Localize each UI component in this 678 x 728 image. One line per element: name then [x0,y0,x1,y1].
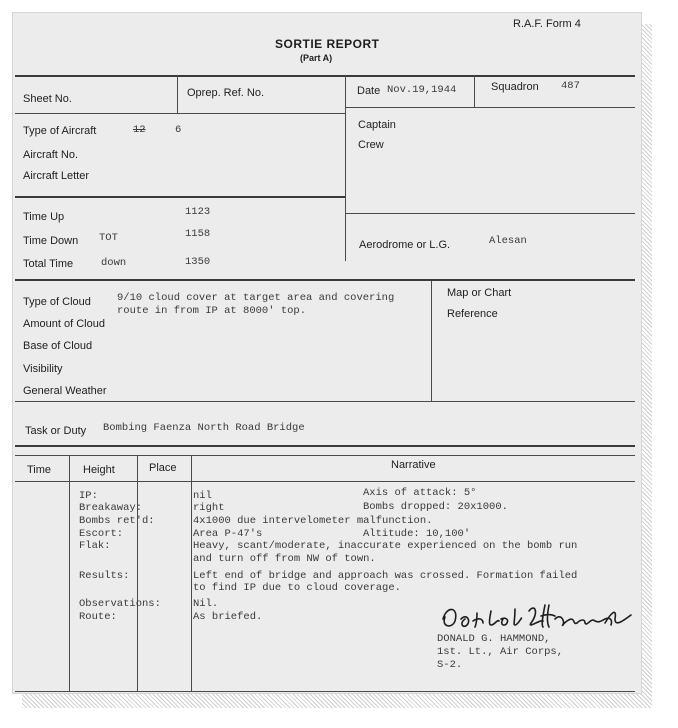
rule-aircraft-block [15,196,345,198]
row-extra: Altitude: 10,100' [363,528,471,540]
row-key: Observations: [79,598,161,610]
captain-label: Captain [358,119,396,131]
form-subtitle: (Part A) [300,53,333,63]
squadron-label: Squadron [491,81,539,93]
row-extra: Axis of attack: 5° [363,487,477,499]
row-text: As briefed. [193,611,263,623]
row-key: Escort: [79,528,124,540]
divider-date [474,75,475,107]
time-down-label: Time Down [23,235,79,247]
rule-table-top [15,455,635,456]
date-value: Nov.19,1944 [387,84,457,96]
oprep-ref-label: Oprep. Ref. No. [187,87,265,99]
divider-sheet [177,75,178,113]
rule-sheet-row [15,113,345,114]
divider-center-top [345,75,346,261]
row-text: right [193,502,225,514]
rule-weather-bottom [15,401,635,402]
rule-weather-top [15,279,635,281]
row-key: Flak: [79,540,111,552]
sheet-no-label: Sheet No. [23,93,72,105]
date-label: Date [357,85,381,97]
row-key: IP: [79,490,98,502]
cloud-base-label: Base of Cloud [23,340,93,352]
form-number: R.A.F. Form 4 [513,18,581,30]
squadron-value: 487 [561,80,580,92]
col-divider-height [137,455,138,691]
rule-date-row [345,107,635,108]
time-up-value: 1123 [185,206,211,218]
row-text: Left end of bridge and approach was crossed. Formation failed [193,570,578,582]
task-label: Task or Duty [25,425,87,437]
col-divider-place [191,455,192,691]
reference-label: Reference [447,308,498,320]
total-time-note: down [101,257,127,269]
col-divider-time [69,455,70,691]
row-key: Route: [79,611,117,623]
weather-line-1: 9/10 cloud cover at target area and covering [117,292,395,304]
general-weather-label: General Weather [23,385,107,397]
row-text: and turn off from NW of town. [193,553,376,565]
aircraft-letter-label: Aircraft Letter [23,170,90,182]
row-key: Results: [79,570,130,582]
total-time-label: Total Time [23,258,74,270]
rule-table-header [15,481,635,482]
map-chart-label: Map or Chart [447,287,512,299]
time-up-label: Time Up [23,211,65,223]
col-header-place: Place [149,462,177,474]
form-title: SORTIE REPORT [275,37,380,51]
rule-top [15,75,635,77]
row-key: Bombs ret'd: [79,515,155,527]
rule-table-bottom [15,691,635,692]
aircraft-type-value: 6 [175,124,182,136]
divider-map [431,281,432,401]
signature-rank: 1st. Lt., Air Corps, [437,646,564,658]
visibility-label: Visibility [23,363,63,375]
cloud-amount-label: Amount of Cloud [23,318,105,330]
time-down-note: TOT [99,232,118,244]
col-header-narrative: Narrative [391,459,436,471]
time-down-value: 1158 [185,228,211,240]
weather-line-2: route in from IP at 8000' top. [117,305,307,317]
row-text: nil [193,490,212,502]
signature-role: S-2. [437,659,463,671]
col-header-time: Time [27,464,52,476]
rule-crew-block [345,213,635,214]
handwritten-signature [437,601,637,635]
row-text: Nil. [193,598,219,610]
rule-task-bottom [15,445,635,447]
total-time-value: 1350 [185,256,211,268]
aerodrome-label: Aerodrome or L.G. [359,239,451,251]
aircraft-type-struck: 12 [133,124,146,136]
col-header-height: Height [83,464,115,476]
task-value: Bombing Faenza North Road Bridge [103,422,305,434]
crew-label: Crew [358,139,384,151]
sortie-report-form [12,12,642,694]
row-text: Area P-47's [193,528,263,540]
aerodrome-value: Alesan [489,235,527,247]
row-text: Heavy, scant/moderate, inaccurate experienced on the bomb run [193,540,578,552]
row-extra: Bombs dropped: 20x1000. [363,501,508,513]
cloud-type-label: Type of Cloud [23,296,91,308]
row-key: Breakaway: [79,502,143,514]
signature-name: DONALD G. HAMMOND, [437,633,551,645]
row-text: to find IP due to cloud coverage. [193,582,401,594]
aircraft-type-label: Type of Aircraft [23,125,97,137]
row-text: 4x1000 due intervelometer malfunction. [193,515,433,527]
aircraft-no-label: Aircraft No. [23,149,79,161]
